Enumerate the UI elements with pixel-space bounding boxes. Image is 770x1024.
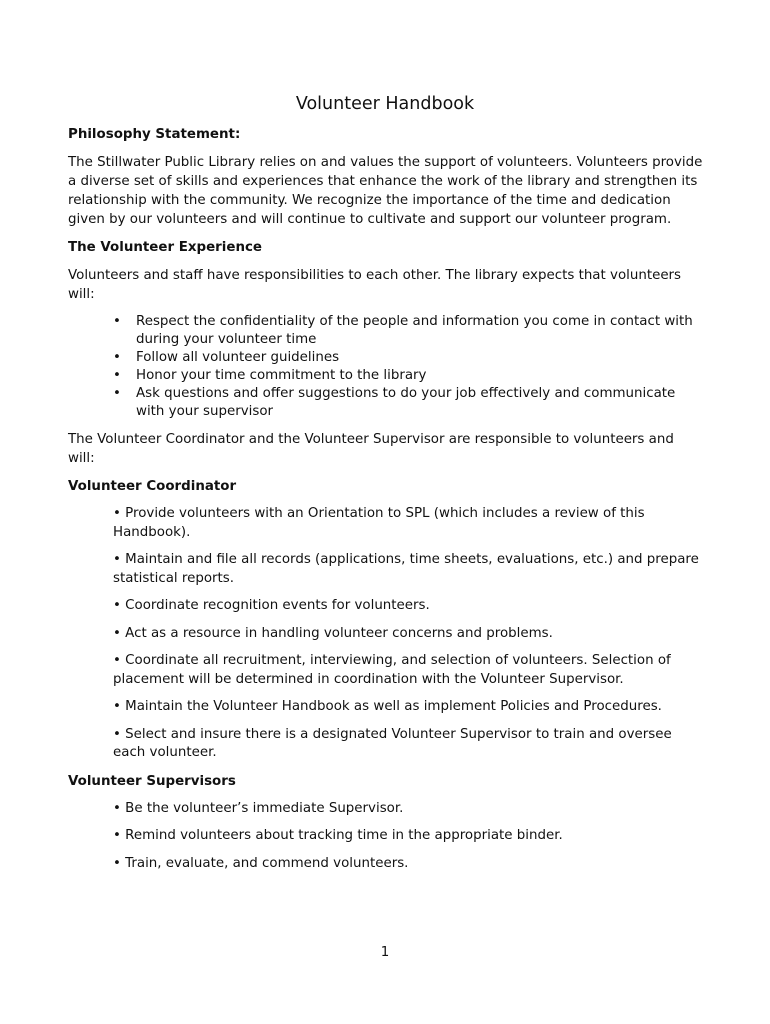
list-item-text: Respect the confidentiality of the people and information you come in contact with during your volunteer time: [136, 314, 693, 347]
coordinator-item: • Maintain and file all records (applications, time sheets, evaluations, etc.) and prepare statistical reports.: [113, 552, 699, 586]
coordinator-item: • Coordinate recognition events for volunteers.: [113, 598, 430, 613]
coordinator-heading: Volunteer Coordinator: [68, 479, 237, 494]
experience-intro: Volunteers and staff have responsibilities to each other. The library expects that volunteers will:: [68, 268, 682, 302]
list-item: [113, 349, 704, 367]
bullet-icon: •: [113, 314, 121, 329]
list-item-text: Follow all volunteer guidelines: [136, 350, 340, 365]
experience-heading: The Volunteer Experience: [68, 240, 263, 255]
list-item-text: Ask questions and offer suggestions to do your job effectively and communicate with your supervisor: [136, 386, 676, 419]
bullet-icon: •: [113, 386, 121, 401]
coordinator-item: • Provide volunteers with an Orientation to SPL (which includes a review of this Handbook).: [113, 506, 645, 540]
document-title: Volunteer Handbook: [295, 94, 475, 114]
list-item: [113, 313, 704, 349]
experience-closing: The Volunteer Coordinator and the Volunteer Supervisor are responsible to volunteers and will:: [68, 432, 674, 466]
list-item: [113, 367, 704, 385]
philosophy-paragraph: The Stillwater Public Library relies on and values the support of volunteers. Volunteers provide a diverse set of skills and experiences that enhance the work of the library and strengthen its relationship with the community. We recognize the importance of the time and dedication given by our volunteers and will continue to cultivate and support our volunteer program.: [68, 155, 703, 227]
philosophy-heading: Philosophy Statement:: [68, 127, 241, 142]
list-item: [113, 385, 704, 421]
page-number: 1: [380, 945, 390, 960]
bullet-icon: •: [113, 350, 121, 365]
supervisor-item: • Remind volunteers about tracking time in the appropriate binder.: [113, 828, 563, 843]
bullet-icon: •: [113, 368, 121, 383]
supervisor-item: • Be the volunteer’s immediate Supervisor.: [113, 800, 404, 816]
coordinator-item: • Coordinate all recruitment, interviewing, and selection of volunteers. Selection of placement will be determined in coordination with the Volunteer Supervisor.: [113, 653, 671, 687]
supervisors-heading: Volunteer Supervisors: [68, 773, 236, 789]
volunteer-expectations-list: [68, 313, 704, 421]
coordinator-item: • Select and insure there is a designated Volunteer Supervisor to train and oversee each volunteer.: [113, 726, 672, 760]
coordinator-item: • Act as a resource in handling volunteer concerns and problems.: [113, 625, 553, 641]
document-body: [68, 125, 704, 882]
list-item-text: Honor your time commitment to the library: [136, 368, 427, 383]
supervisor-item: • Train, evaluate, and commend volunteers.: [113, 855, 409, 871]
coordinator-item: • Maintain the Volunteer Handbook as well as implement Policies and Procedures.: [113, 699, 662, 714]
